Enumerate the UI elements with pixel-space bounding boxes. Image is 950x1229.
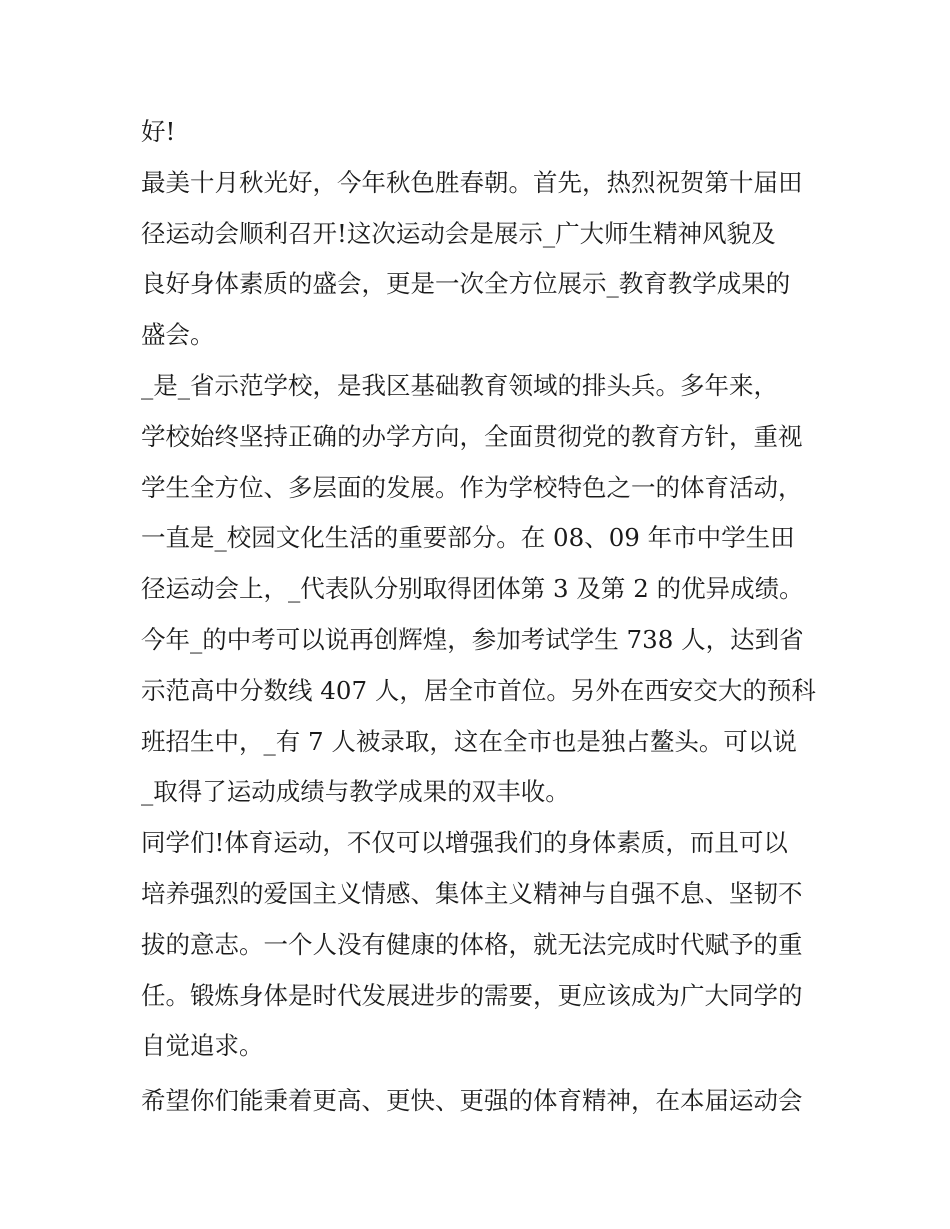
text-line: 学校始终坚持正确的办学方向，全面贯彻党的教育方针，重视 — [141, 421, 803, 451]
text-line: 班招生中，_有 7 人被录取，这在全市也是独占鳌头。可以说 — [141, 726, 797, 756]
text-line: 今年_的中考可以说再创辉煌，参加考试学生 738 人，达到省 — [141, 624, 804, 654]
text-line: 盛会。 — [141, 320, 215, 350]
text-line: 良好身体素质的盛会，更是一次全方位展示_教育教学成果的 — [141, 269, 791, 299]
text-line: 径运动会上，_代表队分别取得团体第 3 及第 2 的优异成绩。 — [141, 574, 804, 604]
paragraph-school-achievements — [141, 361, 831, 818]
text-line: 自觉追求。 — [141, 1031, 264, 1061]
text-line: _是_省示范学校，是我区基础教育领域的排头兵。多年来， — [141, 370, 778, 400]
text-line: 同学们!体育运动，不仅可以增强我们的身体素质，而且可以 — [141, 828, 788, 858]
paragraph-greeting-end — [141, 107, 831, 158]
text-line: 好! — [141, 117, 176, 146]
text-line: 最美十月秋光好，今年秋色胜春朝。首先，热烈祝贺第十届田 — [141, 167, 803, 197]
text-line: _取得了运动成绩与教学成果的双丰收。 — [141, 777, 570, 807]
text-line: 一直是_校园文化生活的重要部分。在 08、09 年市中学生田 — [141, 523, 795, 553]
paragraph-hope — [141, 1076, 831, 1127]
text-line: 拔的意志。一个人没有健康的体格，就无法完成时代赋予的重 — [141, 929, 803, 959]
document-page — [141, 107, 831, 1127]
paragraph-sports-value — [141, 818, 831, 1072]
text-line: 培养强烈的爱国主义情感、集体主义精神与自强不息、坚韧不 — [141, 878, 803, 908]
text-line: 径运动会顺利召开!这次运动会是展示_广大师生精神风貌及 — [141, 218, 776, 248]
text-line: 学生全方位、多层面的发展。作为学校特色之一的体育活动， — [141, 472, 803, 502]
text-line: 希望你们能秉着更高、更快、更强的体育精神，在本届运动会 — [141, 1086, 803, 1116]
text-line: 示范高中分数线 407 人，居全市首位。另外在西安交大的预科 — [141, 675, 816, 705]
text-line: 任。锻炼身体是时代发展进步的需要，更应该成为广大同学的 — [141, 980, 803, 1010]
paragraph-opening — [141, 158, 831, 361]
